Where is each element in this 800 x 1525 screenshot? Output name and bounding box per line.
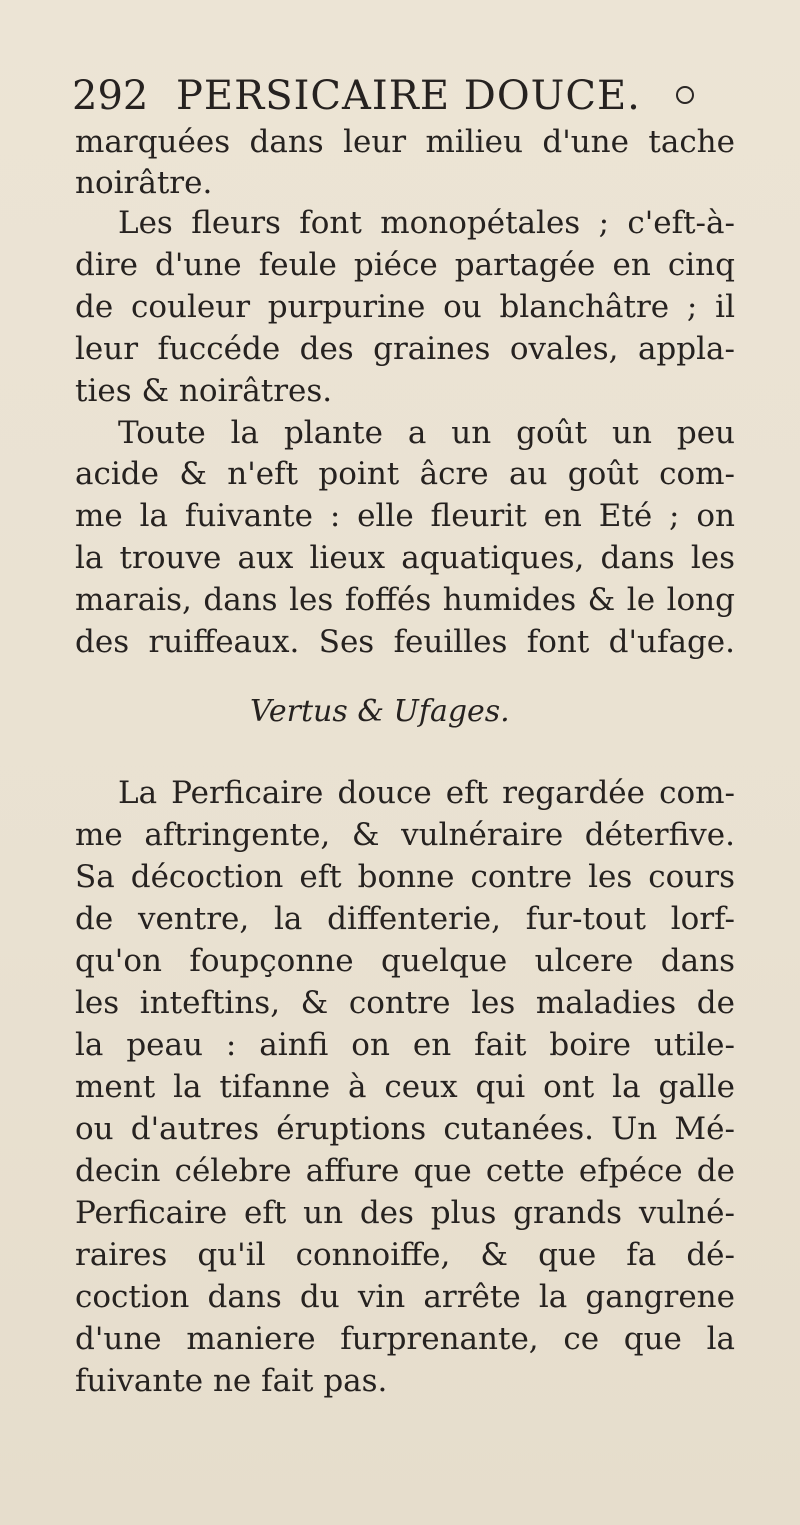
text-line: Sa décoction eft bonne contre les cours: [75, 859, 735, 895]
running-title: PERSICAIRE DOUCE.: [176, 73, 641, 119]
text-line: ment la tifanne à ceux qui ont la galle: [75, 1069, 735, 1105]
text-line: la peau : ainfi on en fait boire utile-: [75, 1027, 735, 1063]
text-line: qu'on foupçonne quelque ulcere dans: [75, 943, 735, 979]
page-header: [72, 70, 712, 122]
text-line: raires qu'il connoiffe, & que fa dé-: [75, 1237, 735, 1273]
text-line: decin célebre affure que cette efpéce de: [75, 1153, 735, 1189]
text-line: d'une maniere furprenante, ce que la: [75, 1321, 735, 1357]
text-line: coction dans du vin arrête la gangrene: [75, 1279, 735, 1315]
text-line: noirâtre.: [75, 165, 213, 201]
text-line: Les fleurs font monopétales ; c'eft-à-: [118, 205, 735, 241]
text-line: La Perficaire douce eft regardée com-: [118, 775, 735, 811]
text-line: ou d'autres éruptions cutanées. Un Mé-: [75, 1111, 735, 1147]
page-number: 292: [72, 73, 149, 119]
text-line: marquées dans leur milieu d'une tache: [75, 124, 735, 160]
text-line: de ventre, la diffenterie, fur-tout lorf-: [75, 901, 735, 937]
ornament-icon: [676, 86, 694, 104]
text-line: marais, dans les foffés humides & le long: [75, 582, 735, 618]
text-line: des ruiffeaux. Ses feuilles font d'ufage.: [75, 624, 735, 660]
section-heading: Vertus & Ufages.: [250, 694, 510, 729]
text-line: me la fuivante : elle fleurit en Eté ; on: [75, 498, 735, 534]
text-line: les inteftins, & contre les maladies de: [75, 985, 735, 1021]
text-line: fuivante ne fait pas.: [75, 1363, 388, 1399]
text-line: Perficaire eft un des plus grands vulné-: [75, 1195, 735, 1231]
text-line: de couleur purpurine ou blanchâtre ; il: [75, 289, 735, 325]
text-line: acide & n'eft point âcre au goût com-: [75, 456, 735, 492]
text-line: dire d'une feule piéce partagée en cinq: [75, 247, 735, 283]
text-line: ties & noirâtres.: [75, 373, 333, 409]
text-line: la trouve aux lieux aquatiques, dans les: [75, 540, 735, 576]
text-line: Toute la plante a un goût un peu: [118, 415, 735, 451]
text-line: leur fuccéde des graines ovales, appla-: [75, 331, 735, 367]
text-line: me aftringente, & vulnéraire déterfive.: [75, 817, 735, 853]
